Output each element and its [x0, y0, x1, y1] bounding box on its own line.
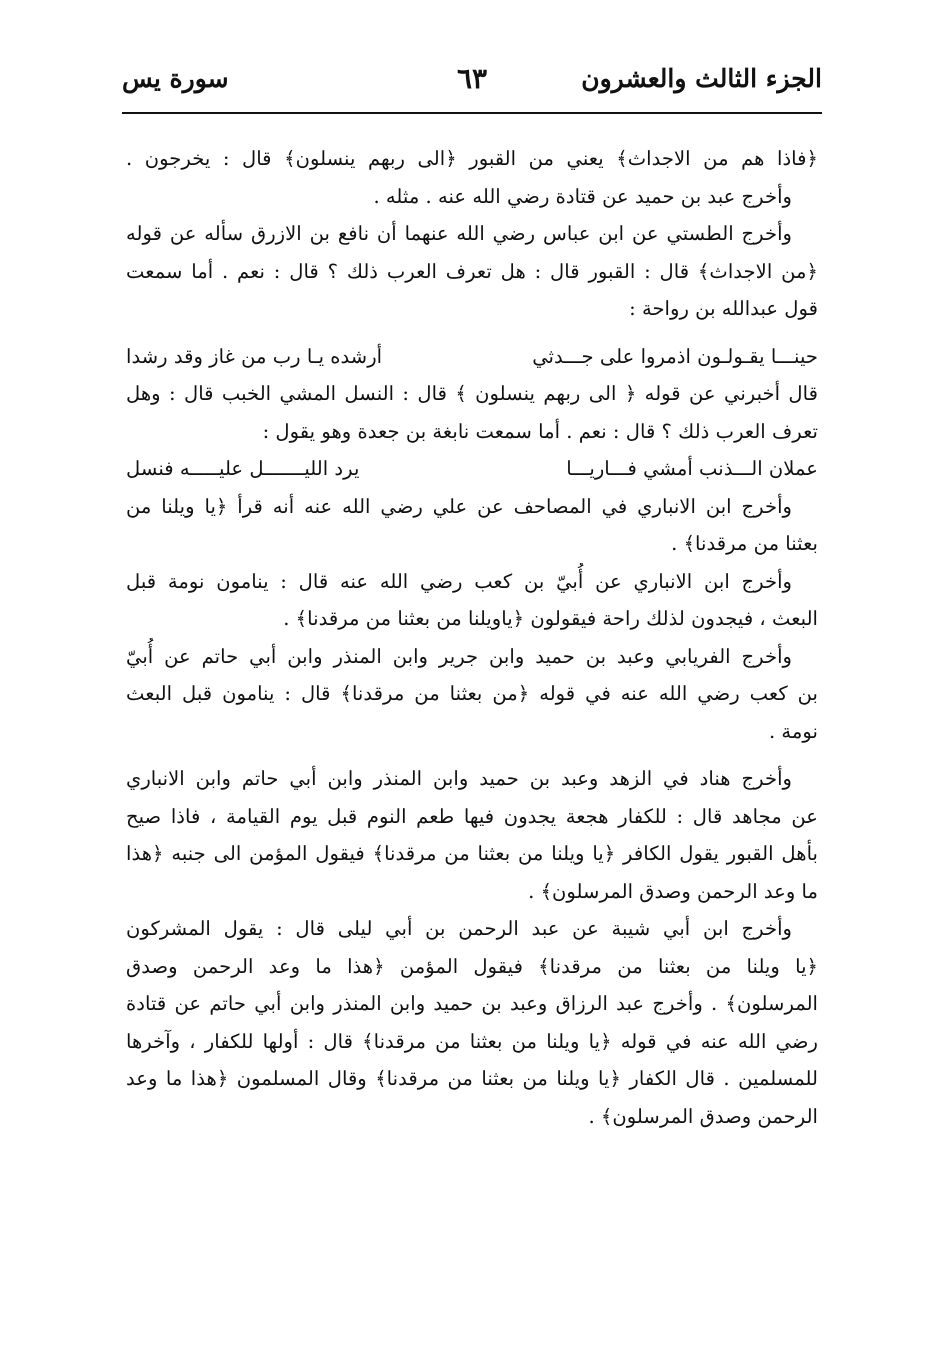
text-line: البعث ، فيجدون لذلك راحة فيقولون ﴿ياويلنا من بعثنا من مرقدنا﴾ . [283, 607, 818, 630]
text-line: وأخرج ابن أبي شيبة عن عبد الرحمن بن أبي ليلى قال : يقول المشركون [126, 917, 792, 940]
text-line: بعثنا من مرقدنا﴾ . [671, 532, 818, 555]
header-rule [122, 112, 822, 114]
text-line: قول عبدالله بن رواحة : [629, 297, 818, 320]
page-body [126, 140, 818, 1135]
text-line: وأخرج ابن الانباري عن أُبيّ بن كعب رضي الله عنه قال : ينامون نومة قبل [126, 569, 792, 593]
page-header [122, 58, 822, 106]
text-line: نومة . [768, 719, 818, 743]
surah-title: سورة يس [122, 64, 229, 93]
text-line: الرحمن وصدق المرسلون﴾ . [588, 1104, 818, 1128]
poem-verse [126, 338, 818, 376]
text-line: وأخرج الفريابي وعبد بن حميد وابن جرير وابن المنذر وابن أبي حاتم عن أُبيّ [126, 644, 792, 668]
text-line: ﴿يا ويلنا من بعثنا من مرقدنا﴾ فيقول المؤمن ﴿هذا ما وعد الرحمن وصدق [126, 954, 818, 978]
spacer [126, 750, 818, 760]
spacer [126, 328, 818, 338]
text-line: رضي الله عنه في قوله ﴿يا ويلنا من بعثنا من مرقدنا﴾ قال : أولها للكفار ، وآخرها [126, 1029, 818, 1053]
poem-verse [126, 450, 818, 488]
text-line: ﴿من الاجداث﴾ قال : القبور قال : هل تعرف العرب ذلك ؟ قال : نعم . أما سمعت [126, 259, 818, 283]
verse-first-half: عملان الـــذنب أمشي فـــاريـــا [566, 457, 818, 480]
verse-first-half: حينـــا يقـولـون اذمروا على جـــدثي [532, 344, 818, 368]
text-line: المرسلون﴾ . وأخرج عبد الرزاق وعبد بن حميد وابن المنذر وابن أبي حاتم عن قتادة [126, 992, 818, 1015]
verse-second-half: يرد الليـــــــل عليـــــه فنسل [126, 457, 360, 480]
juz-title: الجزء الثالث والعشرون [581, 64, 822, 93]
text-line: عن مجاهد قال : للكفار هجعة يجدون فيها طعم النوم قبل يوم القيامة ، فاذا صيح [126, 804, 818, 828]
text-line: تعرف العرب ذلك ؟ قال : نعم . أما سمعت نابغة بن جعدة وهو يقول : [262, 419, 818, 443]
text-line: ما وعد الرحمن وصدق المرسلون﴾ . [528, 879, 818, 903]
text-line: للمسلمين . قال الكفار ﴿يا ويلنا من بعثنا من مرقدنا﴾ وقال المسلمون ﴿هذا ما وعد [126, 1067, 818, 1090]
text-line: ﴿فاذا هم من الاجداث﴾ يعني من القبور ﴿الى ربهم ينسلون﴾ قال : يخرجون . [126, 147, 818, 170]
text-line: وأخرج هناد في الزهد وعبد بن حميد وابن المنذر وابن أبي حاتم وابن الانباري [126, 767, 792, 790]
text-line: وأخرج ابن الانباري في المصاحف عن علي رضي الله عنه أنه قرأ ﴿يا ويلنا من [126, 494, 792, 518]
text-line: قال أخبرني عن قوله ﴿ الى ربهم ينسلون ﴾ قال : النسل المشي الخبب قال : وهل [126, 382, 818, 405]
text-line: بأهل القبور يقول الكافر ﴿يا ويلنا من بعثنا من مرقدنا﴾ فيقول المؤمن الى جنبه ﴿هذا [126, 842, 818, 865]
text-line: بن كعب رضي الله عنه في قوله ﴿من بعثنا من مرقدنا﴾ قال : ينامون قبل البعث [126, 682, 818, 705]
page-number: ٦٣ [456, 62, 488, 95]
text-line: وأخرج الطستي عن ابن عباس رضي الله عنهما أن نافع بن الازرق سأله عن قوله [126, 222, 792, 245]
verse-second-half: أرشده يـا رب من غاز وقد رشدا [126, 344, 383, 368]
text-line: وأخرج عبد بن حميد عن قتادة رضي الله عنه . مثله . [373, 184, 792, 208]
